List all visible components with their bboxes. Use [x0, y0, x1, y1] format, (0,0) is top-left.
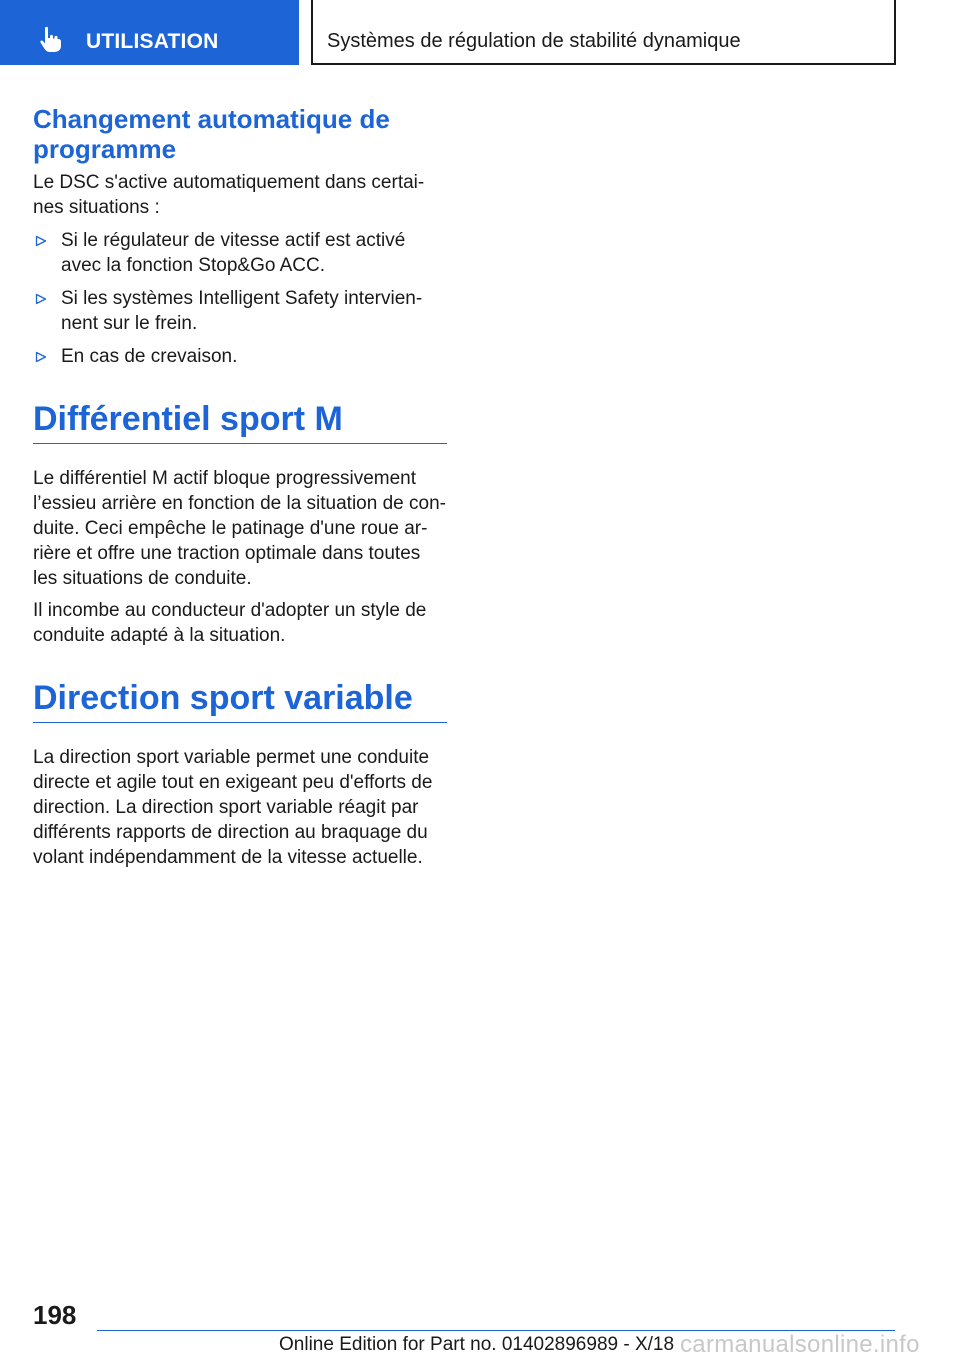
triangle-right-outline-icon: [35, 293, 47, 305]
page-content: [33, 100, 447, 870]
section-tab[interactable]: [0, 0, 299, 65]
differential-heading: Différentiel sport M: [33, 397, 447, 444]
list-item: [33, 286, 447, 336]
steering-heading: Direction sport variable: [33, 676, 447, 723]
section-steering: [33, 676, 447, 870]
auto-program-intro: Le DSC s'active automatiquement dans certai-nes situations :: [33, 172, 425, 218]
bullet-text: En cas de crevaison.: [61, 346, 238, 367]
triangle-right-outline-icon: [35, 235, 47, 247]
differential-paragraph-2: Il incombe au conducteur d'adopter un style de conduite adapté à la situation.: [33, 600, 427, 646]
auto-program-heading: Changement automatique de programme: [33, 104, 390, 164]
section-differential: [33, 397, 447, 648]
chapter-header: [311, 0, 896, 65]
chapter-title: Systèmes de régulation de stabilité dynamique: [327, 30, 741, 52]
bullet-text: Si les systèmes Intelligent Safety intervien-nent sur le frein.: [61, 288, 423, 334]
list-item: [33, 344, 447, 369]
auto-program-bullets: [33, 228, 447, 369]
section-auto-program: [33, 100, 447, 369]
page-number: 198: [33, 1300, 77, 1330]
differential-paragraph-1: Le différentiel M actif bloque progressivement l’essieu arrière en fonction de la situation de con-duite. Ceci empêche le patinage d'une roue ar-rière et offre une traction optimale dans toutes les situations de conduite.: [33, 468, 446, 589]
steering-paragraph-1: La direction sport variable permet une conduite directe et agile tout en exigeant peu d'efforts de direction. La direction sport variable réagit par différents rapports de direction au braquage du volant indépendamment de la vitesse actuelle.: [33, 747, 433, 868]
hand-pointer-icon: [36, 24, 66, 54]
edition-text: Online Edition for Part no. 01402896989 - X/18: [279, 1334, 675, 1355]
bullet-text: Si le régulateur de vitesse actif est activé avec la fonction Stop&Go ACC.: [61, 230, 406, 276]
section-tab-label: UTILISATION: [86, 30, 219, 53]
list-item: [33, 228, 447, 278]
watermark: carmanualsonline.info: [680, 1331, 920, 1358]
triangle-right-outline-icon: [35, 351, 47, 363]
